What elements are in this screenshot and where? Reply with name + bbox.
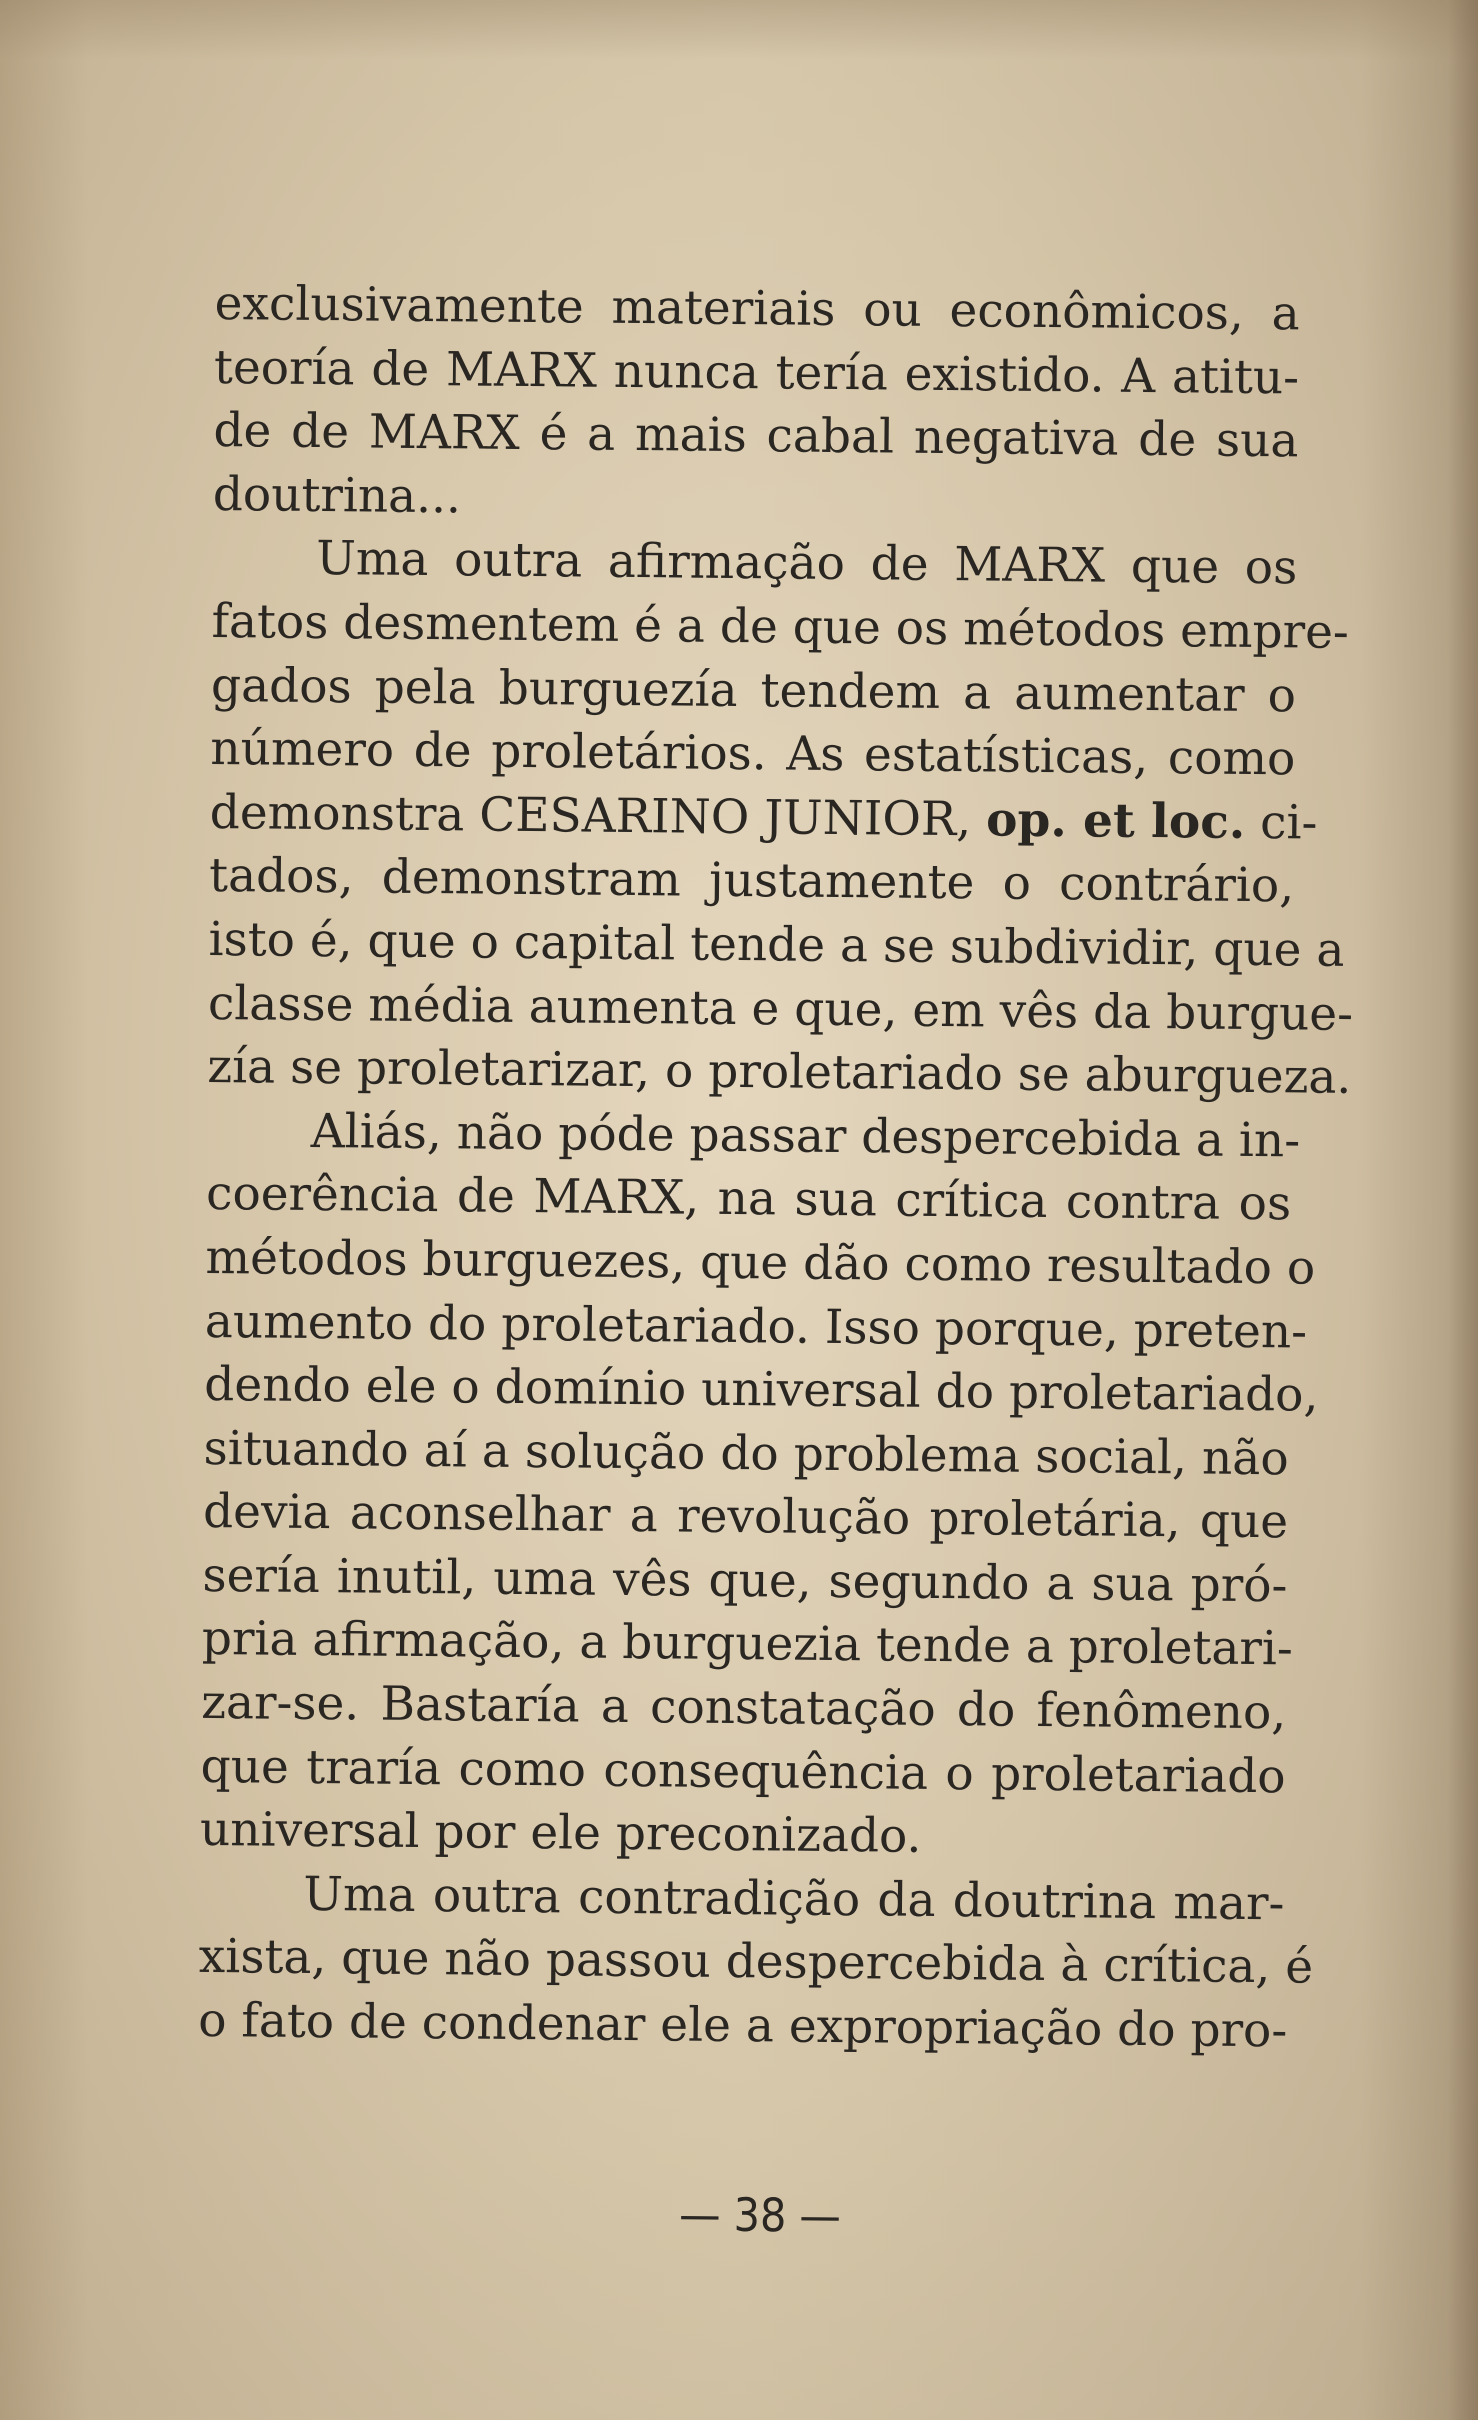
text-line: universal por ele preconizado. — [199, 1802, 922, 1865]
text-line: de de MARX é a mais cabal negativa de sua — [213, 403, 1299, 469]
text-line: Uma outra contradição da doutrina mar- — [303, 1866, 1285, 1932]
text-line: teoría de MARX nunca tería existido. A atitu- — [213, 339, 1300, 406]
page-shadow-right — [1448, 0, 1478, 2420]
text-line: Uma outra afirmação de MARX que os — [315, 531, 1298, 596]
text-line: tados, demonstram justamente o contrário, — [208, 848, 1295, 914]
page-shadow-top — [0, 0, 1478, 60]
text-line: devia aconselhar a revolução proletária, que — [202, 1484, 1289, 1550]
text-line: o fato de condenar ele a expropriação do pro- — [197, 1992, 1288, 2059]
text-line: Aliás, não póde passar despercebida a in- — [310, 1103, 1301, 1169]
text-line: doutrina... — [212, 466, 462, 525]
text-line: coerência de MARX, na sua crítica contra os — [205, 1166, 1292, 1232]
body-text — [197, 272, 1354, 2063]
text-line: xista, que não passou despercebida à crítica, é — [198, 1929, 1314, 1996]
text-line: demonstra CESARINO JUNIOR, op. et loc. ci- — [209, 784, 1318, 851]
paragraph-1 — [213, 272, 1300, 537]
text-line: número de proletários. As estatísticas, como — [210, 721, 1296, 787]
text-line: exclusivamente materiais ou econômicos, a — [214, 275, 1300, 342]
text-line: situando aí a solução do problema social, não — [203, 1420, 1289, 1487]
bold-citation: op. et loc. — [985, 792, 1246, 850]
text-line: fatos desmentem é a de que os métodos empre- — [211, 593, 1350, 660]
paragraph-3 — [199, 1099, 1319, 1873]
text-line: zía se proletarizar, o proletariado se aburgueza. — [207, 1039, 1352, 1106]
text-line: gados pela burguezía tendem a aumentar o — [210, 657, 1297, 723]
text-line: métodos burguezes, que dão como resultado o — [205, 1229, 1316, 1296]
text-line: classe média aumenta e que, em vês da burgue- — [207, 975, 1354, 1042]
paragraph-2 — [207, 526, 1354, 1109]
text-line: pria afirmação, a burguezia tende a proletari- — [201, 1611, 1294, 1677]
page-number: — 38 — — [678, 2187, 842, 2243]
text-line: dendo ele o domínio universal do proletariado, — [204, 1357, 1319, 1423]
text-line: sería inutil, uma vês que, segundo a sua pró- — [202, 1547, 1288, 1614]
text-line: que traría como consequência o proletariado — [200, 1738, 1286, 1805]
paragraph-4 — [197, 1862, 1314, 2063]
text-line: isto é, que o capital tende a se subdividir, que a — [208, 911, 1345, 978]
text-line: zar-se. Bastaría a constatação do fenômeno, — [201, 1674, 1287, 1741]
text-line: aumento do proletariado. Isso porque, preten- — [204, 1293, 1308, 1360]
